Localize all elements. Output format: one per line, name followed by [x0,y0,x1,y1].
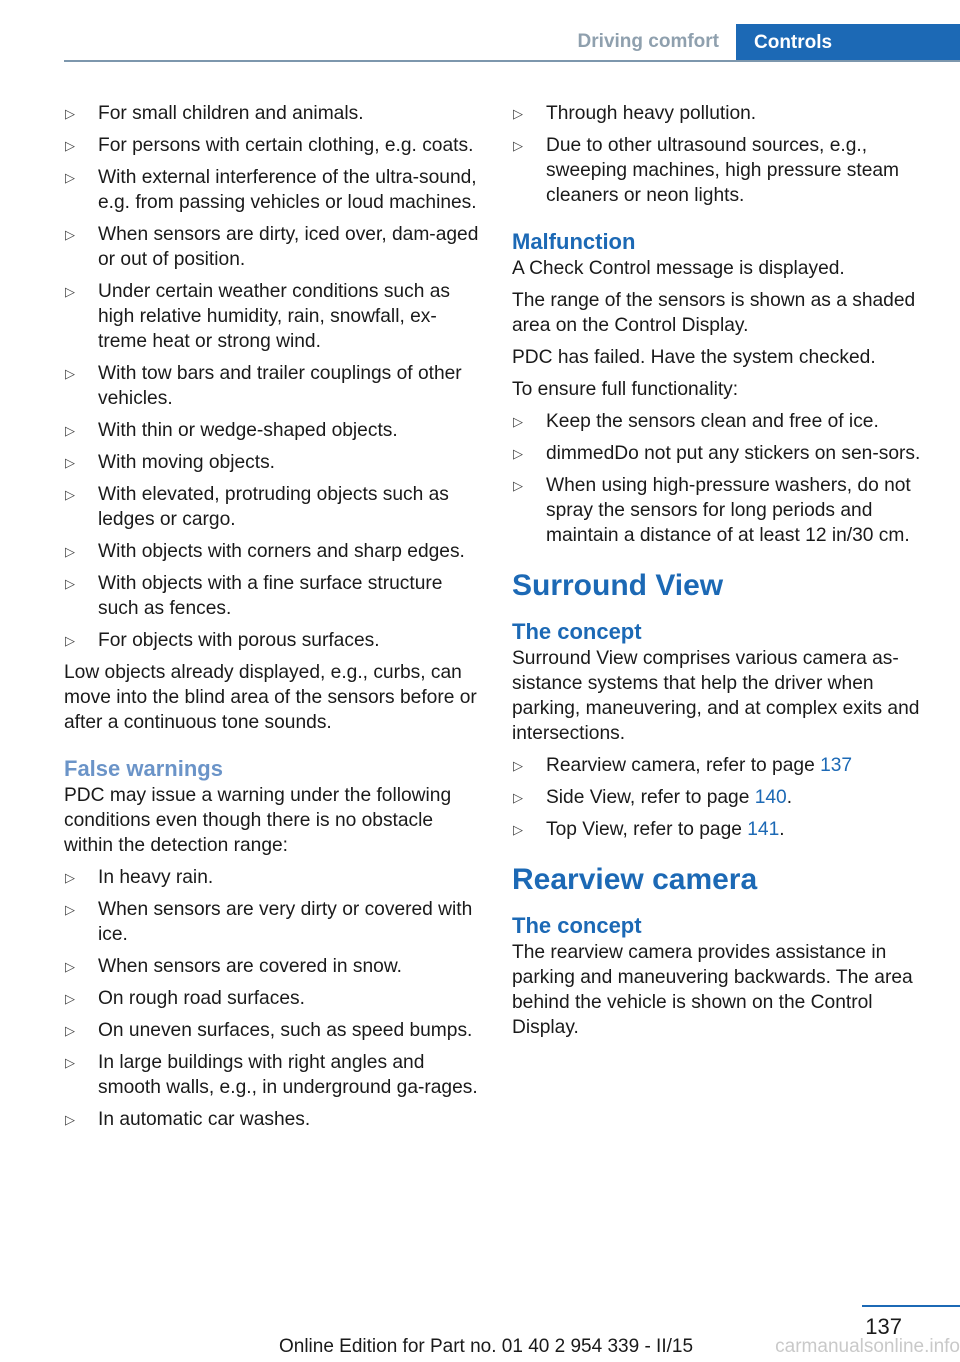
list-item: ▷ For small children and animals. [64,101,484,126]
list-item: ▷ With objects with a fine surface structure such as fences. [64,571,484,621]
page-header [0,0,960,62]
surround-concept-text: Surround View comprises various camera as-sistance systems that help the driver when parking, maneuvering, and at complex exits and intersections. [512,648,920,744]
list-item: ▷ With external interference of the ultra-sound, e.g. from passing vehicles or loud machines. [64,165,484,215]
false-warnings-intro: PDC may issue a warning under the following conditions even though there is no obstacle within the detection range: [64,785,452,856]
rearview-camera-heading: Rearview camera [512,863,758,896]
edition-text: Online Edition for Part no. 01 40 2 954 339 - II/15 [278,1336,694,1357]
malfunction-paragraph: PDC has failed. Have the system checked. [512,347,876,368]
page-link-141[interactable]: 141 [747,819,780,840]
left-column [64,101,484,1139]
ref-suffix: . [779,819,785,840]
list-item: ▷ With elevated, protruding objects such as ledges or cargo. [64,482,484,532]
watermark-text: carmanualsonline.info [775,1336,960,1357]
list-item: ▷ With moving objects. [64,450,484,475]
list-item [512,817,932,842]
list-item: ▷ In large buildings with right angles and smooth walls, e.g., in underground ga-rages. [64,1050,484,1100]
surround-refs-list [512,753,932,842]
list-item: ▷ With thin or wedge-shaped objects. [64,418,484,443]
list-item: ▷ Under certain weather conditions such as high relative humidity, rain, snowfall, ex-treme heat or strong wind. [64,279,484,354]
right-column [512,101,932,1047]
malfunction-heading: Malfunction [512,229,636,254]
functionality-list [512,409,932,548]
false-warnings-heading: False warnings [64,756,223,781]
page-link-140[interactable]: 140 [754,787,787,808]
malfunction-paragraph: The range of the sensors is shown as a shaded area on the Control Display. [512,290,916,336]
list-item: ▷ For persons with certain clothing, e.g. coats. [64,133,484,158]
page-link-137[interactable]: 137 [820,755,853,776]
footer-rule [862,1305,960,1307]
list-item: ▷ On uneven surfaces, such as speed bumps. [64,1018,484,1043]
rearview-concept-text: The rearview camera provides assistance in parking and maneuvering backwards. The area behind the vehicle is shown on the Control Display. [512,942,913,1038]
rearview-concept-heading: The concept [512,913,642,938]
limits-bullet-list [64,101,484,653]
false-warnings-list [64,865,484,1132]
ref-text: Side View, refer to page [546,787,755,808]
malfunction-paragraph: To ensure full functionality: [512,379,739,400]
list-item: ▷ For objects with porous surfaces. [64,628,484,653]
list-item: ▷ When sensors are very dirty or covered with ice. [64,897,484,947]
ref-text: Rearview camera, refer to page [546,755,821,776]
list-item: ▷ On rough road surfaces. [64,986,484,1011]
list-item: ▷ In automatic car washes. [64,1107,484,1132]
malfunction-paragraph: A Check Control message is displayed. [512,258,845,279]
header-section-title: Driving comfort [577,31,719,52]
surround-concept-heading: The concept [512,619,642,644]
list-item: ▷ When using high-pressure washers, do not spray the sensors for long periods and maintain a distance of at least 12 in/30 cm. [512,473,932,548]
header-chapter-tab: Controls [736,24,960,61]
header-rule [64,60,960,62]
list-item [512,753,932,778]
more-limits-list [512,101,932,208]
ref-text: Top View, refer to page [546,819,748,840]
list-item: ▷ Keep the sensors clean and free of ice. [512,409,932,434]
list-item: ▷ When sensors are covered in snow. [64,954,484,979]
low-objects-paragraph: Low objects already displayed, e.g., curbs, can move into the blind area of the sensors before or after a continuous tone sounds. [64,662,477,733]
ref-suffix: . [786,787,793,808]
list-item: ▷ Due to other ultrasound sources, e.g., sweeping machines, high pressure steam cleaners or neon lights. [512,133,932,208]
list-item: ▷ dimmedDo not put any stickers on sen-sors. [512,441,932,466]
list-item: ▷ With tow bars and trailer couplings of other vehicles. [64,361,484,411]
list-item: ▷ With objects with corners and sharp edges. [64,539,484,564]
page-number: 137 [865,1314,902,1339]
list-item: ▷ In heavy rain. [64,865,484,890]
list-item [512,785,932,810]
list-item: ▷ When sensors are dirty, iced over, dam-aged or out of position. [64,222,484,272]
list-item: ▷ Through heavy pollution. [512,101,932,126]
surround-view-heading: Surround View [512,569,724,602]
